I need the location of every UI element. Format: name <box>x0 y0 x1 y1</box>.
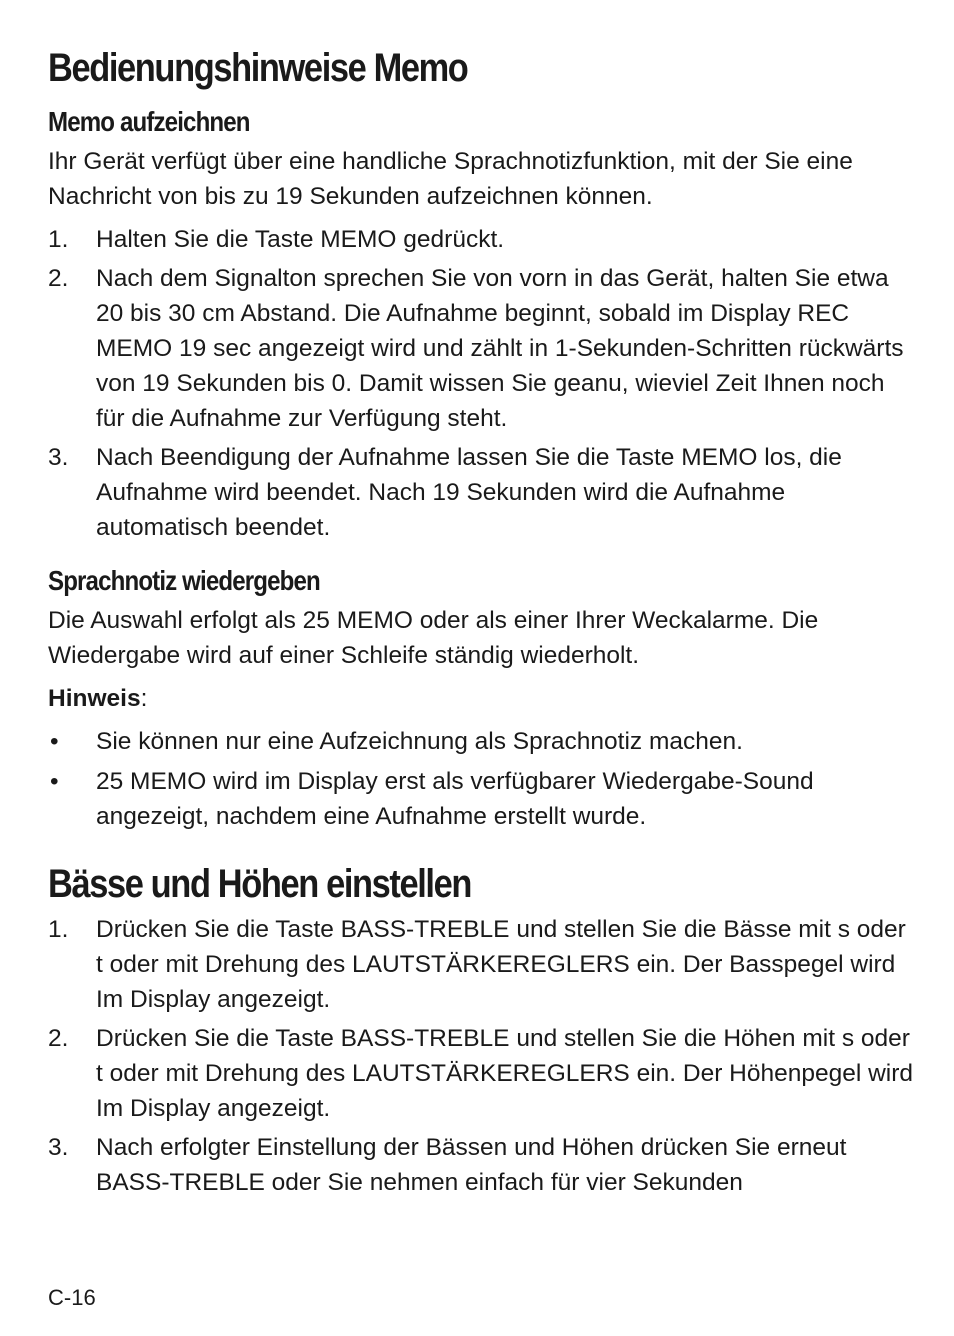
bullet-icon: • <box>50 728 59 755</box>
bullet-text: 25 MEMO wird im Display erst als verfügbarer Wiedergabe-Sound angezeigt, nachdem eine Aufnahme erstellt wurde. <box>96 768 814 830</box>
step-text: Drücken Sie die Taste BASS-TREBLE und stellen Sie die Höhen mit s oder t oder mit Drehung des LAUTSTÄRKEREGLERS ein. Der Höhenpegel wird Im Display angezeigt. <box>96 1025 914 1122</box>
list-item <box>48 261 918 436</box>
step-text: Drücken Sie die Taste BASS-TREBLE und stellen Sie die Bässe mit s oder t oder mit Drehung des LAUTSTÄRKEREGLERS ein. Der Basspegel wird Im Display angezeigt. <box>96 916 906 1013</box>
intro-paragraph-playback: Die Auswahl erfolgt als 25 MEMO oder als einer Ihrer Weckalarme. Die Wiedergabe wird auf einer Schleife ständig wiederholt. <box>48 607 819 669</box>
step-number: 3. <box>48 1134 69 1161</box>
step-number: 1. <box>48 226 69 253</box>
step-number: 1. <box>48 916 69 943</box>
subheading-sprachnotiz-wiedergeben: Sprachnotiz wiedergeben <box>48 565 320 596</box>
list-item <box>48 764 918 834</box>
note-bullets-list <box>48 724 918 834</box>
step-number: 2. <box>48 1025 69 1052</box>
list-item <box>48 440 918 545</box>
intro-paragraph-memo: Ihr Gerät verfügt über eine handliche Sprachnotizfunktion, mit der Sie eine Nachricht von bis zu 19 Sekunden aufzeichnen können. <box>48 148 853 210</box>
step-number: 3. <box>48 444 69 471</box>
step-text: Nach Beendigung der Aufnahme lassen Sie die Taste MEMO los, die Aufnahme wird beendet. Nach 19 Sekunden wird die Aufnahme automatisch beendet. <box>96 444 842 541</box>
list-item <box>48 912 918 1017</box>
note-label <box>48 681 918 716</box>
step-text: Halten Sie die Taste MEMO gedrückt. <box>96 226 505 253</box>
section-title-bass-treble: Bässe und Höhen einstellen <box>48 862 471 906</box>
list-item <box>48 724 918 759</box>
list-item <box>48 1130 918 1200</box>
list-item <box>48 1021 918 1126</box>
bullet-icon: • <box>50 768 59 795</box>
step-text: Nach dem Signalton sprechen Sie von vorn in das Gerät, halten Sie etwa 20 bis 30 cm Abstand. Die Aufnahme beginnt, sobald im Display REC MEMO 19 sec angezeigt wird und zählt in 1-Sekunden-Schritten rückwärts von 19 Sekunden bis 0. Damit wissen Sie geanu, wieviel Zeit Ihnen noch für die Aufnahme zur Verfügung steht. <box>96 265 904 432</box>
document-page <box>48 40 918 1204</box>
subheading-memo-aufzeichnen: Memo aufzeichnen <box>48 106 250 137</box>
note-label-colon: : <box>140 685 148 712</box>
section-title-memo: Bedienungshinweise Memo <box>48 46 468 90</box>
step-text: Nach erfolgter Einstellung der Bässen und Höhen drücken Sie erneut BASS-TREBLE oder Sie nehmen einfach für vier Sekunden <box>96 1134 847 1196</box>
list-item <box>48 222 918 257</box>
page-number: C-16 <box>48 1285 96 1310</box>
bullet-text: Sie können nur eine Aufzeichnung als Sprachnotiz machen. <box>96 728 743 755</box>
step-number: 2. <box>48 265 69 292</box>
memo-steps-list <box>48 222 918 545</box>
bass-treble-steps-list <box>48 912 918 1200</box>
note-label-text: Hinweis <box>48 685 141 712</box>
